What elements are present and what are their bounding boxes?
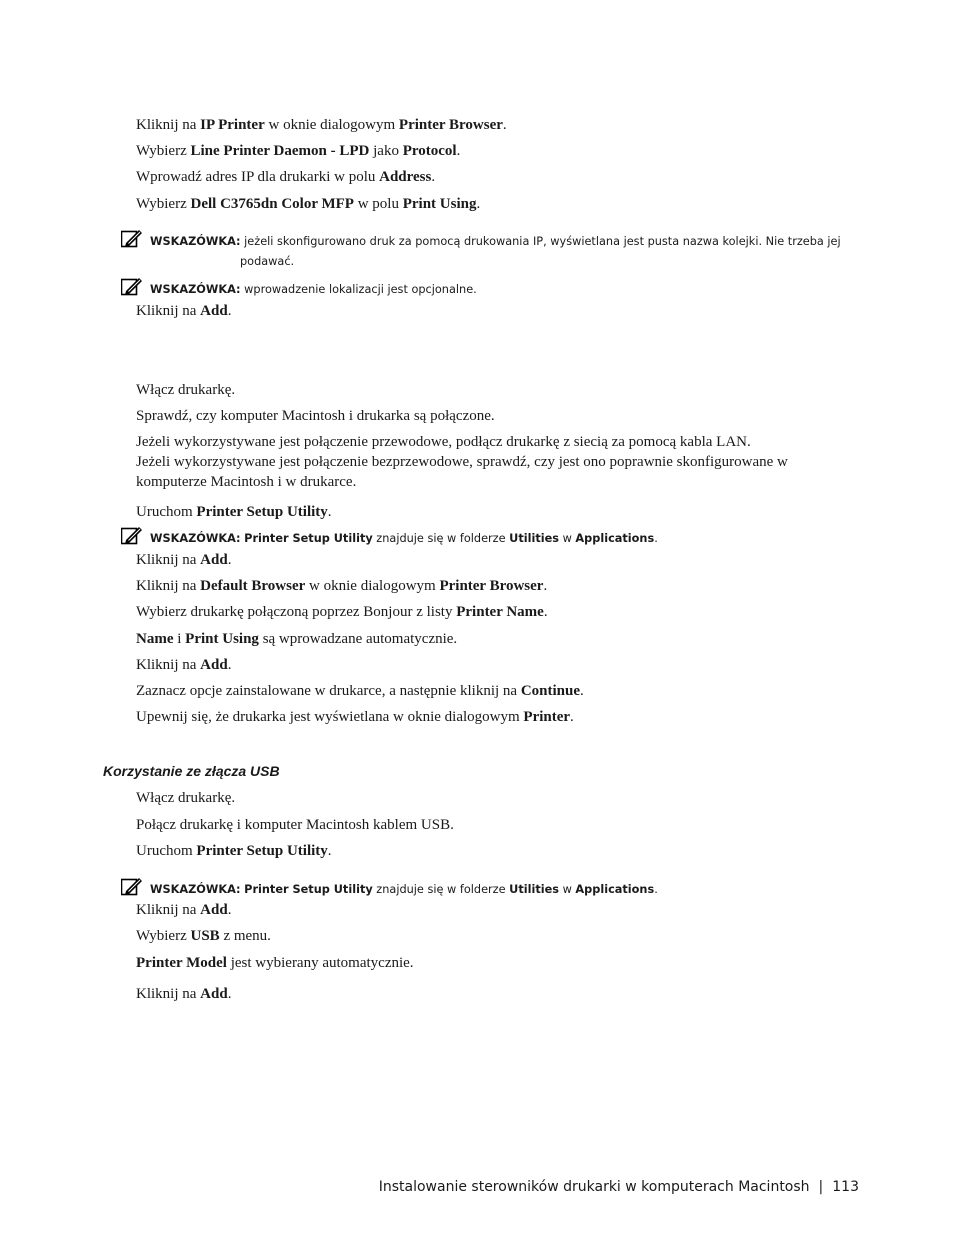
step-printer-model-auto: Printer Model jest wybierany automatycznie.	[136, 955, 414, 971]
note-label: WSKAZÓWKA:	[150, 235, 241, 248]
step-launch-utility: Uruchom Printer Setup Utility.	[136, 504, 332, 520]
step-wired-connection: Jeżeli wykorzystywane jest połączenie przewodowe, podłącz drukarkę z siecią za pomocą kabla LAN.	[136, 434, 751, 450]
step-check-connection: Sprawdź, czy komputer Macintosh i drukarka są połączone.	[136, 408, 495, 424]
step-click-add: Kliknij na Add.	[136, 902, 232, 918]
step-click-add: Kliknij na Add.	[136, 986, 232, 1002]
step-click-add: Kliknij na Add.	[136, 552, 232, 568]
step-select-protocol: Wybierz Line Printer Daemon - LPD jako Protocol.	[136, 143, 461, 159]
step-verify-printer: Upewnij się, że drukarka jest wyświetlana w oknie dialogowym Printer.	[136, 709, 574, 725]
note-text: wprowadzenie lokalizacji jest opcjonalne.	[244, 283, 477, 296]
pencil-note-icon	[121, 277, 142, 301]
note-utility-location: WSKAZÓWKA: Printer Setup Utility znajduje się w folderze Utilities w Applications.	[121, 877, 658, 901]
step-select-options: Zaznacz opcje zainstalowane w drukarce, a następnie kliknij na Continue.	[136, 683, 584, 699]
step-click-ip-printer: Kliknij na IP Printer w oknie dialogowym Printer Browser.	[136, 117, 507, 133]
step-connect-usb: Połącz drukarkę i komputer Macintosh kablem USB.	[136, 817, 454, 833]
step-select-print-using: Wybierz Dell C3765dn Color MFP w polu Print Using.	[136, 196, 481, 212]
note-label: WSKAZÓWKA:	[150, 532, 241, 545]
pencil-note-icon	[121, 877, 142, 901]
note-label: WSKAZÓWKA:	[150, 883, 241, 896]
step-wireless-connection: Jeżeli wykorzystywane jest połączenie bezprzewodowe, sprawdź, czy jest ono poprawnie skonfigurowane w komputerze Macintosh i w drukarce.	[136, 454, 788, 490]
section-heading-usb: Korzystanie ze złącza USB	[103, 763, 280, 779]
step-click-default-browser: Kliknij na Default Browser w oknie dialogowym Printer Browser.	[136, 578, 548, 594]
step-auto-fields: Name i Print Using są wprowadzane automatycznie.	[136, 631, 458, 647]
note-text: jeżeli skonfigurowano druk za pomocą drukowania IP, wyświetlana jest pusta nazwa kolejki. Nie trzeba jej	[244, 235, 841, 248]
note-label: WSKAZÓWKA:	[150, 283, 241, 296]
step-enter-address: Wprowadź adres IP dla drukarki w polu Address.	[136, 169, 436, 185]
note-utility-location: WSKAZÓWKA: Printer Setup Utility znajduje się w folderze Utilities w Applications.	[121, 526, 658, 550]
page-footer	[379, 1177, 859, 1197]
note-location-optional	[121, 277, 477, 301]
note-queue-name	[121, 229, 841, 270]
footer-separator: |	[818, 1179, 824, 1195]
page-number: 113	[832, 1179, 859, 1195]
step-power-on: Włącz drukarkę.	[136, 382, 236, 398]
step-launch-utility: Uruchom Printer Setup Utility.	[136, 843, 332, 859]
pencil-note-icon	[121, 526, 142, 550]
note-text-continued: podawać.	[240, 255, 295, 268]
step-power-on: Włącz drukarkę.	[136, 790, 236, 806]
step-select-usb: Wybierz USB z menu.	[136, 928, 271, 944]
step-select-bonjour-printer: Wybierz drukarkę połączoną poprzez Bonjour z listy Printer Name.	[136, 604, 548, 620]
footer-chapter-title: Instalowanie sterowników drukarki w komputerach Macintosh	[378, 1179, 810, 1195]
pencil-note-icon	[121, 229, 142, 253]
step-click-add: Kliknij na Add.	[136, 303, 232, 319]
step-click-add: Kliknij na Add.	[136, 657, 232, 673]
